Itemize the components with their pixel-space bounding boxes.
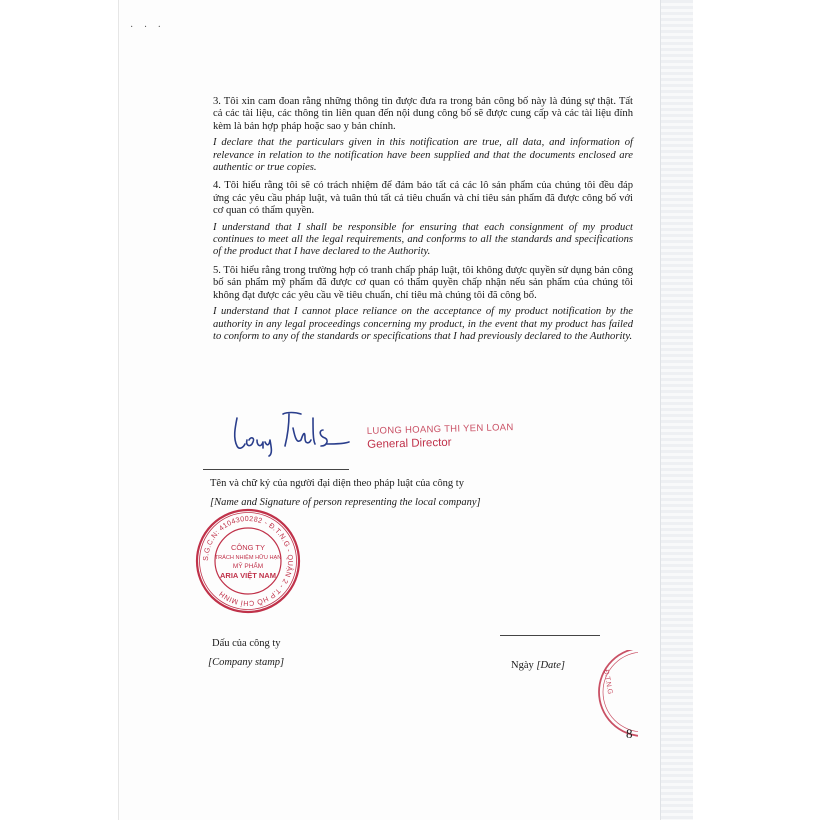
- scan-specks: · · ·: [130, 22, 165, 33]
- date-label: [511, 660, 565, 671]
- date-line: [500, 635, 600, 636]
- stamp-label-en: [Company stamp]: [208, 657, 285, 668]
- signature-line: [203, 469, 349, 470]
- signature-label-en: [Name and Signature of person representing the local company]: [210, 497, 481, 508]
- paragraph-3-en: I declare that the particulars given in this notification are true, all data, and information of relevance in relation to the notification have been supplied and that the documents enclosed are authentic or true copies.: [213, 137, 633, 174]
- director-name: LUONG HOANG THI YEN LOAN: [366, 422, 514, 437]
- declaration-body: [213, 96, 633, 349]
- director-title: General Director: [367, 436, 452, 451]
- date-label-vi: Ngày: [511, 660, 534, 671]
- seal-line-3: MỸ PHẨM: [232, 563, 264, 570]
- date-label-en: [Date]: [536, 660, 565, 671]
- paragraph-4-en: I understand that I shall be responsible for ensuring that each consignment of my product continues to meet all the legal requirements, and conforms to all the standards and specifications of the product that I have declared to the Authority.: [213, 221, 633, 258]
- paragraph-5-vi: 5. Tôi hiểu rằng trong trường hợp có tranh chấp pháp luật, tôi không được quyền sử dụng bản công bố sản phẩm mỹ phẩm đã được cơ quan có thẩm quyền chấp nhận nếu sản phẩm của chúng tôi không đạt được các yêu cầu về tiêu chuẩn, chỉ tiêu mà chúng tôi đã công bố.: [213, 264, 633, 301]
- stamp-label-vi: Dấu của công ty: [212, 638, 281, 649]
- svg-text:Đ.T.N.G: Đ.T.N.G: [602, 669, 614, 695]
- seal-ring-text: S.G.C.N: 4104300282 - Đ.T.N.G - QUẬN 2 - T.P HỒ CHÍ MINH: [200, 513, 296, 609]
- seal-line-2: TRÁCH NHIỆM HỮU HẠN: [214, 555, 282, 561]
- handwritten-signature: [225, 400, 375, 460]
- paragraph-4-vi: 4. Tôi hiểu rằng tôi sẽ có trách nhiệm để đảm bảo tất cả các lô sản phẩm của chúng tôi đều đáp ứng các yêu cầu pháp luật, và tuân thủ tất cả tiêu chuẩn và chỉ tiêu sản phẩm đã được công bố với cơ quan có thẩm quyền.: [213, 180, 633, 217]
- page-number: 8: [626, 726, 633, 741]
- director-name-stamp: [367, 422, 514, 451]
- company-seal: [193, 506, 303, 616]
- signature-label-vi: Tên và chữ ký của người đại diện theo pháp luật của công ty: [210, 478, 464, 489]
- seal-line-1: CÔNG TY: [230, 543, 266, 552]
- page-stack-edge: [660, 0, 693, 820]
- paragraph-3-vi: 3. Tôi xin cam đoan rằng những thông tin được đưa ra trong bản công bố này là đúng sự thật. Tất cả các tài liệu, các thông tin liên quan đến nội dung công bố sẽ được cung cấp và các tài liệu đính kèm là bản hợp pháp hoặc sao y bản chính.: [213, 96, 633, 132]
- seal-line-4: ARIA VIỆT NAM: [220, 571, 276, 580]
- paragraph-5-en: I understand that I cannot place reliance on the acceptance of my product notification by the authority in any legal proceedings concerning my product, in the event that my product has failed to conform to any of the standards or specifications that I had previously declared to the Authority.: [213, 306, 633, 342]
